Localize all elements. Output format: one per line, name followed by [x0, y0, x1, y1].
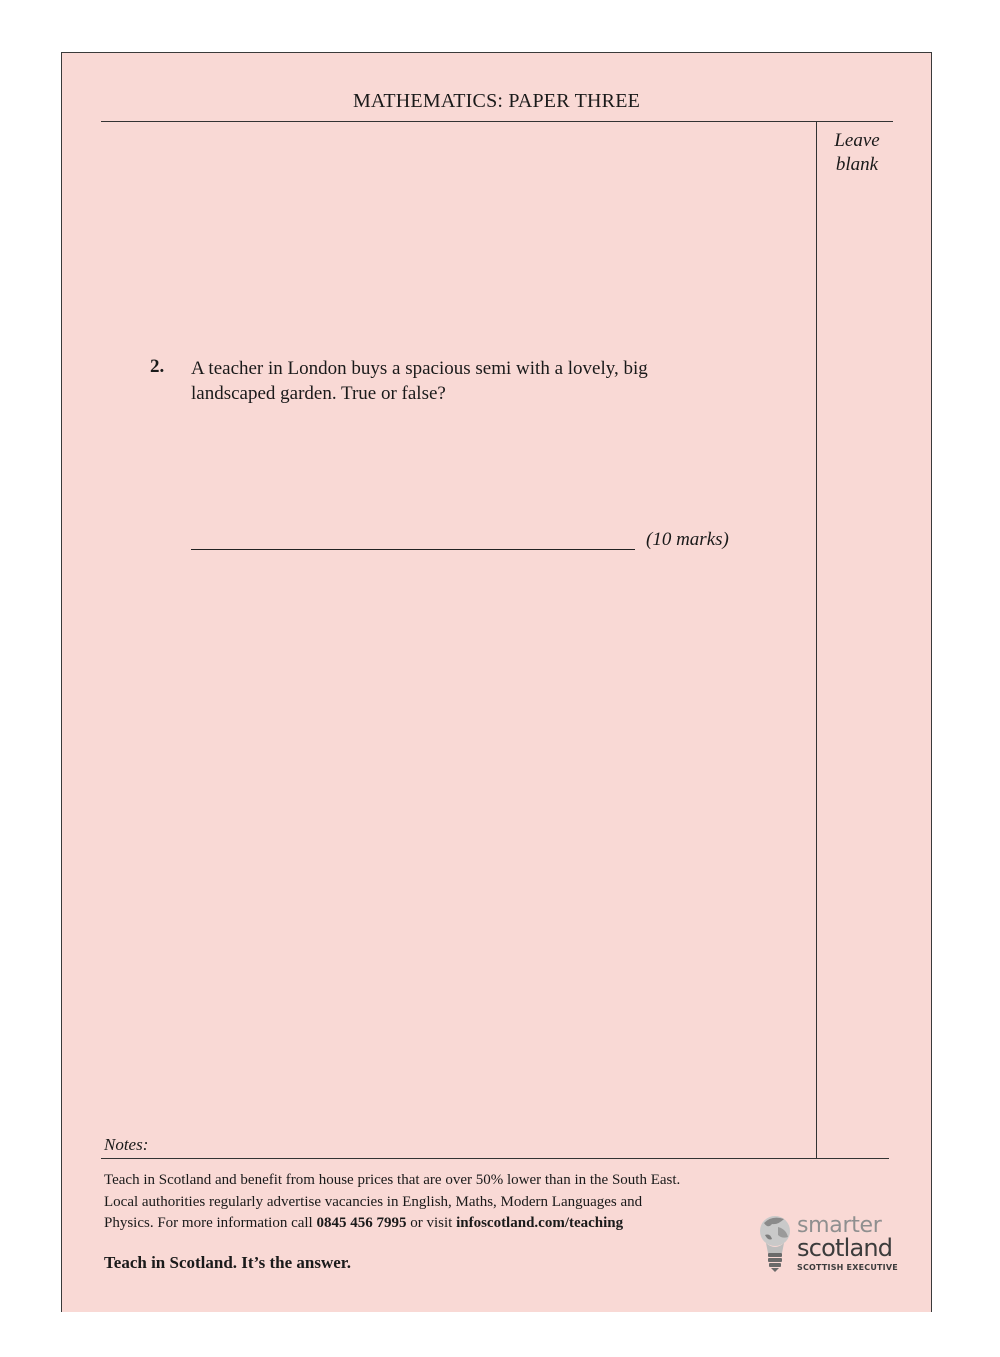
footer-line-2: Local authorities regularly advertise vacancies in English, Maths, Modern Languages and [104, 1193, 643, 1210]
lightbulb-icon [758, 1213, 794, 1275]
footer-notes [104, 1170, 744, 1235]
answer-line[interactable] [191, 549, 635, 550]
website-link[interactable]: infoscotland.com/teaching [456, 1215, 624, 1231]
tagline: Teach in Scotland. It’s the answer. [104, 1253, 352, 1272]
footer-line-3 [104, 1213, 744, 1235]
phone-number: 0845 456 7995 [316, 1215, 407, 1231]
leave-blank-label [822, 129, 892, 177]
notes-label: Notes: [104, 1135, 149, 1154]
notes-divider [101, 1158, 889, 1159]
smarter-scotland-logo [758, 1213, 898, 1275]
logo-word-scotland: scotland [797, 1234, 893, 1262]
header-divider [101, 121, 893, 122]
question-text: A teacher in London buys a spacious semi with a lovely, big landscaped garden. True or false? [191, 358, 648, 404]
question-number: 2. [150, 356, 165, 377]
logo-subtitle: SCOTTISH EXECUTIVE [797, 1263, 898, 1272]
page-title: MATHEMATICS: PAPER THREE [352, 90, 641, 112]
footer-line-3-prefix: Physics. For more information call [104, 1215, 317, 1231]
footer-line-1: Teach in Scotland and benefit from house prices that are over 50% lower than in the South East. [104, 1172, 681, 1188]
marks-label: (10 marks) [646, 529, 729, 550]
leave-blank-line2: blank [835, 154, 879, 175]
leave-blank-line1: Leave [834, 130, 880, 151]
margin-divider [816, 122, 817, 1158]
logo-word-smarter: smarter [797, 1213, 882, 1238]
footer-line-3-middle: or visit [406, 1215, 457, 1231]
exam-sheet [61, 52, 932, 1312]
